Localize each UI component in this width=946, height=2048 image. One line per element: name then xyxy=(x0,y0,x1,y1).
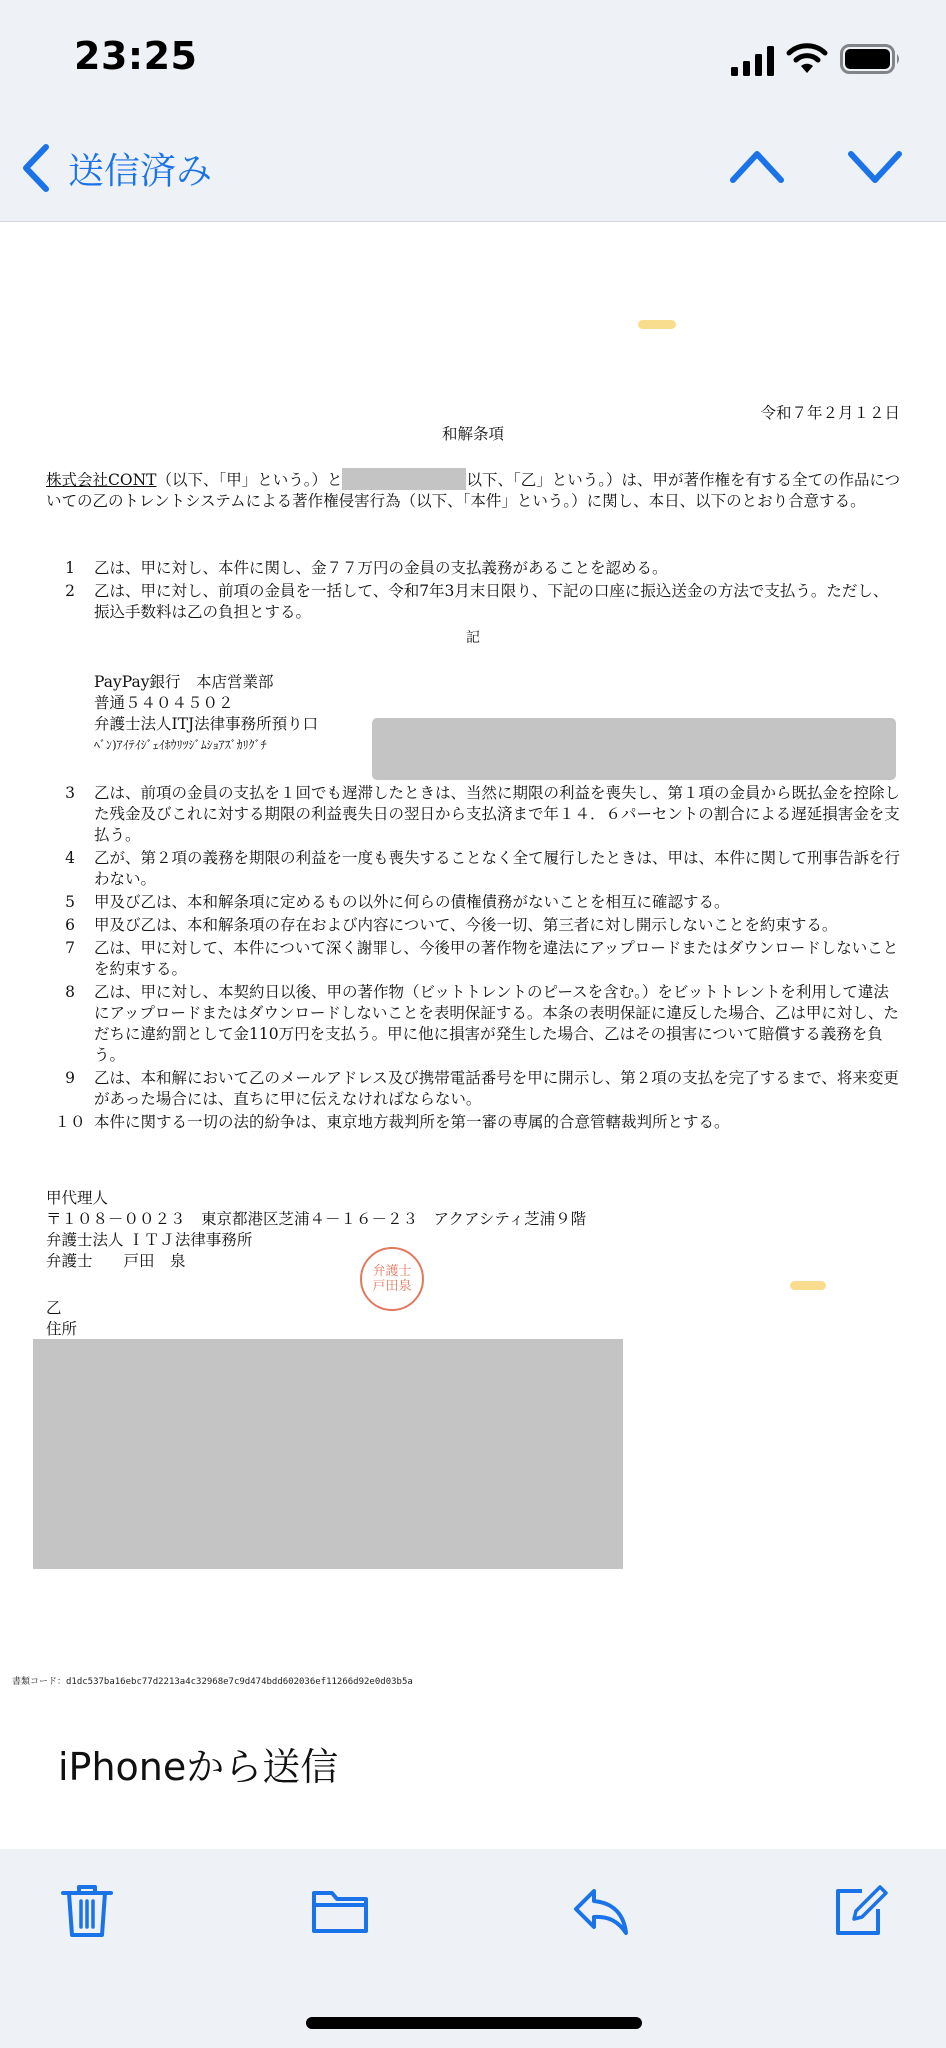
clause-item xyxy=(46,783,902,846)
intro-paragraph xyxy=(46,468,902,512)
back-button[interactable] xyxy=(18,138,212,198)
reply-icon[interactable] xyxy=(570,1879,630,1941)
lawyer-name: 弁護士 戸田 泉 xyxy=(46,1252,186,1270)
clause-item xyxy=(46,558,902,579)
clause-item xyxy=(46,938,902,980)
document-date: 令和７年２月１２日 xyxy=(760,404,900,422)
back-label: 送信済み xyxy=(68,150,213,192)
clause-number: 8 xyxy=(65,983,75,1001)
clause-number: 5 xyxy=(65,893,75,911)
party-b-address-label: 住所 xyxy=(46,1320,78,1338)
bank-name: PayPay銀行 本店営業部 xyxy=(94,673,274,691)
clause-number: 9 xyxy=(65,1069,75,1087)
clause-number: １０ xyxy=(54,1113,86,1131)
clause-text: 乙は、甲に対して、本件について深く謝罪し、今後甲の著作物を違法にアップロードまたはダウンロードしないことを約束する。 xyxy=(94,939,899,978)
clause-text: 乙は、甲に対し、本件に関し、金７７万円の金員の支払義務があることを認める。 xyxy=(94,559,668,577)
party-a-name: 株式会社CONT xyxy=(46,471,157,489)
folder-icon[interactable] xyxy=(310,1879,370,1941)
wifi-icon xyxy=(786,40,828,76)
highlight-mark xyxy=(790,1281,826,1290)
redacted-block xyxy=(372,718,896,780)
clause-text: 乙は、本和解において乙のメールアドレス及び携帯電話番号を甲に開示し、第２項の支払を完了するまで、将来変更があった場合には、直ちに甲に伝えなければならない。 xyxy=(94,1069,899,1108)
law-firm-name: 弁護士法人 ＩＴＪ法律事務所 xyxy=(46,1231,253,1249)
clause-text: 乙は、前項の金員の支払を１回でも遅滞したときは、当然に期限の利益を喪失し、第１項の金員から既払金を控除した残金及びこれに対する期限の利益喪失日の翌日から支払済まで年１４．６パーセントの割合による遅延損害金を支払う。 xyxy=(94,784,901,844)
battery-icon xyxy=(840,44,902,74)
clause-item xyxy=(46,581,902,623)
account-holder-kana: ﾍﾞﾝ)ｱｲﾃｲｼﾞｪｲﾎｳﾘﾂｼﾞﾑｼｮｱｽﾞｶﾘｸﾞﾁ xyxy=(94,738,267,752)
clause-item xyxy=(46,848,902,890)
sent-from-signature: iPhoneから送信 xyxy=(58,1745,339,1789)
party-b-block xyxy=(46,1298,77,1340)
attachment-document[interactable] xyxy=(0,223,946,1849)
clause-text: 本件に関する一切の法的紛争は、東京地方裁判所を第一審の専属的合意管轄裁判所とする。 xyxy=(94,1113,730,1131)
clause-text: 乙は、甲に対し、前項の金員を一括して、令和7年3月末日限り、下記の口座に振込送金の方法で支払う。ただし、振込手数料は乙の負担とする。 xyxy=(94,582,889,621)
clause-item xyxy=(46,982,902,1066)
clause-item xyxy=(46,892,902,913)
account-holder: 弁護士法人ITJ法律事務所預り口 xyxy=(94,715,319,733)
bank-account-block xyxy=(94,672,318,756)
compose-icon[interactable] xyxy=(828,1879,888,1941)
clause-text: 甲及び乙は、本和解条項に定めるもの以外に何らの債権債務がないことを相互に確認する。 xyxy=(94,893,730,911)
clause-item xyxy=(46,1112,902,1133)
highlight-mark xyxy=(638,320,676,329)
agent-label: 甲代理人 xyxy=(46,1189,109,1207)
party-b-label: 乙 xyxy=(46,1299,62,1317)
clause-number: 1 xyxy=(65,559,75,577)
document-code: 書類コード：d1dc537ba16ebc77d2213a4c32968e7c9d474bdd602036ef11266d92e0d03b5a xyxy=(12,1677,413,1687)
clause-number: 6 xyxy=(65,916,75,934)
status-time: 23:25 xyxy=(74,34,198,78)
ki-heading: 記 xyxy=(466,630,480,646)
clause-text: 乙が、第２項の義務を期限の利益を一度も喪失することなく全て履行したときは、甲は、本件に関して刑事告訴を行わない。 xyxy=(94,849,901,888)
clause-number: 7 xyxy=(65,939,75,957)
agent-address: 〒１０８－００２３ 東京都港区芝浦４－１６－２３ アクアシティ芝浦９階 xyxy=(46,1210,587,1228)
clause-list-b xyxy=(46,783,902,1135)
previous-message-button[interactable] xyxy=(728,146,786,186)
trash-icon[interactable] xyxy=(57,1879,117,1941)
next-message-button[interactable] xyxy=(846,148,904,188)
redacted-name xyxy=(342,468,466,490)
account-number: 普通５４０４５０２ xyxy=(94,694,234,712)
seal-stamp: 弁護士 戸田泉 xyxy=(360,1247,424,1311)
clause-number: 2 xyxy=(65,582,75,600)
chevron-left-icon xyxy=(18,142,54,194)
intro-text-1: （以下、「甲」という。）と xyxy=(156,471,343,489)
redacted-block xyxy=(33,1339,623,1569)
navigation-bar xyxy=(0,0,946,222)
intro-text-2: 以下、「乙」という。）は、甲が著作権を有する全ての作品についての乙のトレントシステムによる著作権侵害行為（以下、「本件」という。）に関し、本日、以下のとおり合意する。 xyxy=(46,471,901,510)
home-indicator xyxy=(306,2017,642,2029)
bottom-toolbar xyxy=(0,1849,946,2048)
clause-item xyxy=(46,915,902,936)
clause-text: 乙は、甲に対し、本契約日以後、甲の著作物（ビットトレントのピースを含む。）をビットトレントを利用して違法にアップロードまたはダウンロードしないことを表明保証する。本条の表明保証に違反した場合、乙は甲に対し、ただちに違約罰として金110万円を支払う。甲に他に損害が発生した場合、乙はその損害について賠償する義務を負う。 xyxy=(94,983,899,1064)
clause-list-a xyxy=(46,558,902,625)
cellular-signal-icon xyxy=(731,46,775,76)
document-title: 和解条項 xyxy=(441,425,504,443)
signature-block xyxy=(46,1188,586,1272)
clause-number: 3 xyxy=(65,784,75,802)
clause-item xyxy=(46,1068,902,1110)
clause-number: 4 xyxy=(65,849,75,867)
clause-text: 甲及び乙は、本和解条項の存在および内容について、今後一切、第三者に対し開示しないことを約束する。 xyxy=(94,916,838,934)
